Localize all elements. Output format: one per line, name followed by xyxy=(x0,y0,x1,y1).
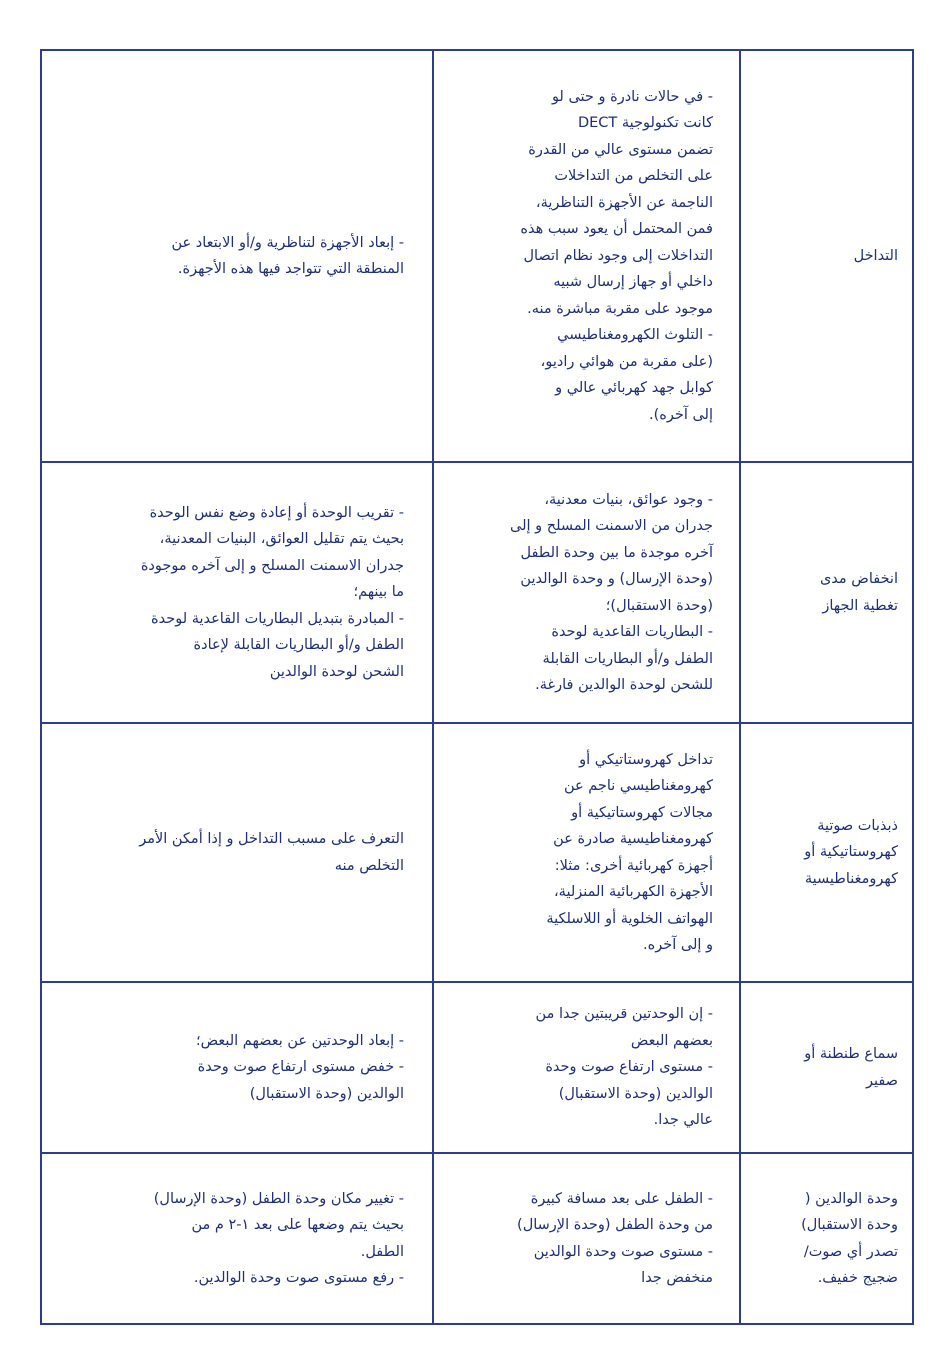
cell-text-line: آخره موجدة ما بين وحدة الطفل xyxy=(520,544,713,561)
cell-text-line: تداخل كهروستاتيكي أو xyxy=(579,751,713,768)
cell-text-line: - إبعاد الوحدتين عن بعضهم البعض؛ xyxy=(196,1032,404,1049)
problem-cell xyxy=(740,462,913,723)
cell-text-line: موجود على مقربة مباشرة منه. xyxy=(527,300,713,317)
cell-text-line: - إن الوحدتين قريبتين جدا من xyxy=(535,1006,713,1023)
cell-text-line: التداخل xyxy=(853,247,898,264)
solution-cell xyxy=(41,50,433,462)
problem-cell xyxy=(740,982,913,1153)
cell-text-line: إلى آخره). xyxy=(649,406,713,423)
cell-text-line: بعضهم البعض xyxy=(630,1032,713,1049)
cell-text-line: للشحن لوحدة الوالدين فارغة. xyxy=(535,677,713,693)
cell-text-line: المنطقة التي تتواجد فيها هذه الأجهزة. xyxy=(177,261,404,277)
problem-cell xyxy=(740,1153,913,1324)
cell-text-line: فمن المحتمل أن يعود سبب هذه xyxy=(520,221,713,238)
cell-text-line: صفير xyxy=(865,1072,898,1089)
cell-text-line: الشحن لوحدة الوالدين xyxy=(269,663,404,680)
cell-text-line: على التخلص من التداخلات xyxy=(554,168,713,185)
problem-cell xyxy=(740,723,913,982)
cell-text-line: أجهزة كهربائية أخرى: مثلا: xyxy=(554,857,713,874)
cell-text-line: - المبادرة بتبديل البطاريات القاعدية لوحدة xyxy=(151,610,404,627)
cell-text-line: الطفل و/أو البطاريات القابلة لإعادة xyxy=(193,637,404,654)
cell-text-line: بحيث يتم تقليل العوائق، البنيات المعدنية، xyxy=(159,531,404,548)
table-row xyxy=(41,462,913,723)
cell-text-line: - البطاريات القاعدية لوحدة xyxy=(551,624,713,640)
cell-text-line: جدران الاسمنت المسلح و إلى آخره موجودة xyxy=(140,557,404,574)
cell-text-line: كهرومغناطيسي ناجم عن xyxy=(563,778,713,794)
table-body xyxy=(41,50,913,1324)
cell-text-line: عالي جدا. xyxy=(653,1112,713,1129)
cell-text-line: بحيث يتم وضعها على بعد ١-٢ م من xyxy=(191,1217,404,1233)
cell-text-line: التداخلات إلى وجود نظام اتصال xyxy=(523,247,713,264)
table-row xyxy=(41,1153,913,1324)
cell-text-line: الوالدين (وحدة الاستقبال) xyxy=(558,1085,713,1102)
solution-cell xyxy=(41,462,433,723)
cell-text-line: - التلوث الكهرومغناطيسي xyxy=(557,327,713,344)
cell-text-line: كوابل جهد كهربائي عالي و xyxy=(555,380,713,397)
cell-text-line: وحدة الوالدين ( xyxy=(804,1190,898,1207)
cause-cell xyxy=(433,462,740,723)
cell-text-line: ضجيج خفيف. xyxy=(817,1270,898,1286)
cell-text-line: (على مقربة من هوائي راديو، xyxy=(540,353,713,370)
cell-text-line: التعرف على مسبب التداخل و إذا أمكن الأمر xyxy=(139,831,404,847)
problem-cell xyxy=(740,50,913,462)
cell-text-line: ذبذبات صوتية xyxy=(817,817,898,834)
cell-text-line: - وجود عوائق، بنيات معدنية، xyxy=(544,491,713,508)
troubleshooting-table xyxy=(40,49,914,1325)
cell-text-line: تضمن مستوى عالي من القدرة xyxy=(528,141,713,158)
cell-text-line: و إلى آخره. xyxy=(643,937,713,953)
cell-text-line: (وحدة الإرسال) و وحدة الوالدين xyxy=(520,571,713,587)
cell-text-line: تغطية الجهاز xyxy=(822,597,898,614)
cell-text-line: الناجمة عن الأجهزة التناظرية، xyxy=(535,194,713,211)
solution-cell xyxy=(41,1153,433,1324)
cell-text-line: الوالدين (وحدة الاستقبال) xyxy=(249,1085,404,1102)
cell-text-line: كهرومغناطيسية صادرة عن xyxy=(553,831,713,847)
cell-text-line: الأجهزة الكهربائية المنزلية، xyxy=(554,884,713,900)
cell-text-line: الطفل. xyxy=(360,1243,404,1260)
cell-text-line: ما بينهم؛ xyxy=(353,584,404,601)
cell-text-line: انخفاض مدى xyxy=(819,571,898,587)
table-row xyxy=(41,982,913,1153)
cell-text-line: - تغيير مكان وحدة الطفل (وحدة الإرسال) xyxy=(153,1190,404,1207)
cell-text-line: منخفض جدا xyxy=(641,1270,713,1286)
cell-text-line: كانت تكنولوجية DECT xyxy=(577,115,713,132)
cell-text-line: كهرومغناطيسية xyxy=(804,870,898,887)
cell-text-line: الهواتف الخلوية أو اللاسلكية xyxy=(546,910,713,927)
cause-cell xyxy=(433,1153,740,1324)
cell-text-line: وحدة الاستقبال) xyxy=(801,1217,898,1233)
cell-text-line: - مستوى صوت وحدة الوالدين xyxy=(533,1243,713,1260)
cause-cell xyxy=(433,50,740,462)
cell-text-line: سماع طنطنة أو xyxy=(804,1046,898,1062)
solution-cell xyxy=(41,723,433,982)
cell-text-line: جدران من الاسمنت المسلح و إلى xyxy=(509,518,713,534)
cell-text-line: داخلي أو جهاز إرسال شبيه xyxy=(553,274,713,291)
solution-cell xyxy=(41,982,433,1153)
cell-text-line: - إبعاد الأجهزة لتناظرية و/أو الابتعاد عن xyxy=(171,234,404,251)
cell-text-line: تصدر أي صوت/ xyxy=(803,1243,898,1260)
cause-cell xyxy=(433,723,740,982)
cell-text-line: - خفض مستوى ارتفاع صوت وحدة xyxy=(197,1059,404,1076)
cause-cell xyxy=(433,982,740,1153)
cell-text-line: - مستوى ارتفاع صوت وحدة xyxy=(545,1059,713,1076)
cell-text-line: - رفع مستوى صوت وحدة الوالدين. xyxy=(193,1270,404,1286)
cell-text-line: (وحدة الاستقبال)؛ xyxy=(605,597,713,614)
cell-text-line: الطفل و/أو البطاريات القابلة xyxy=(542,650,713,667)
cell-text-line: - في حالات نادرة و حتى لو xyxy=(551,88,713,105)
table-row xyxy=(41,50,913,462)
cell-text-line: مجالات كهروستاتيكية أو xyxy=(571,804,713,821)
cell-text-line: - الطفل على بعد مسافة كبيرة xyxy=(530,1190,713,1207)
cell-text-line: كهروستاتيكية أو xyxy=(804,844,898,861)
cell-text-line: - تقريب الوحدة أو إعادة وضع نفس الوحدة xyxy=(149,504,404,521)
table-row xyxy=(41,723,913,982)
cell-text-line: من وحدة الطفل (وحدة الإرسال) xyxy=(517,1217,713,1233)
cell-text-line: التخلص منه xyxy=(334,857,404,874)
